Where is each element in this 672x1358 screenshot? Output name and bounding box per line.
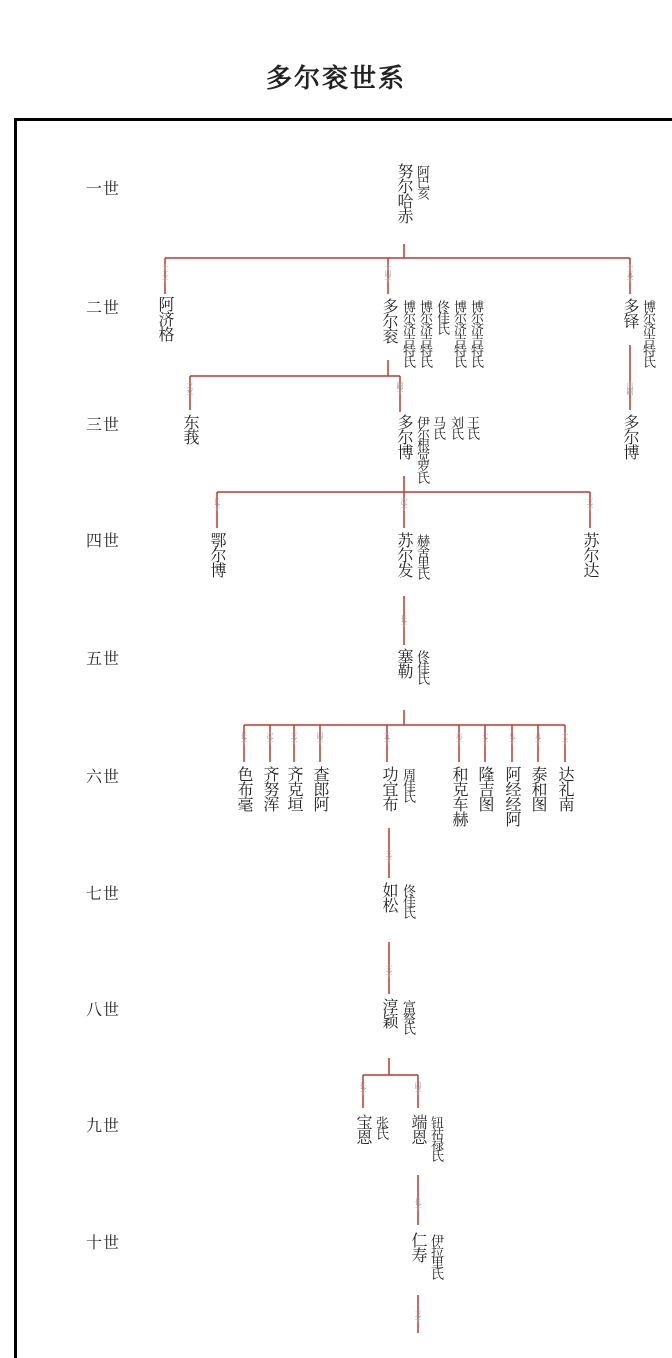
page-title: 多尔衮世系 — [265, 64, 406, 94]
birth-order-mark: 三子 — [385, 965, 393, 977]
spouse-name: 刘氏 — [448, 416, 463, 438]
birth-order-mark: 三子 — [290, 732, 298, 744]
spouse-name: 王氏 — [464, 416, 479, 438]
spouse-name: 博尔济吉特氏 — [640, 300, 655, 366]
spouse-name: 赫舍里氏 — [414, 534, 429, 578]
person-name: 塞勒 — [395, 648, 414, 678]
person-name: 阿济格 — [156, 296, 175, 341]
person-name: 仁寿 — [409, 1232, 428, 1262]
birth-order-mark: 之女 — [186, 382, 194, 394]
generation-label: 八世 — [86, 1000, 121, 1019]
person-name: 努尔哈赤 — [395, 163, 414, 223]
birth-order-mark: 九子 — [534, 732, 542, 744]
person-name: 多尔博 — [395, 414, 414, 459]
person-name: 多铎 — [621, 298, 640, 328]
generation-label: 四世 — [86, 531, 121, 550]
birth-order-mark: 次子 — [266, 732, 274, 744]
person-name: 端恩 — [409, 1114, 428, 1144]
birth-order-mark: 长子 — [240, 732, 248, 744]
spouse-name: 钮祜禄氏 — [428, 1116, 443, 1160]
spouse-name: 佟佳氏 — [414, 650, 429, 683]
person-name: 苏尔达 — [581, 532, 600, 577]
spouse-name: 博尔济吉特氏 — [400, 300, 415, 366]
spouse-name: 伊拉里氏 — [428, 1234, 443, 1278]
person-name: 宝恩 — [354, 1114, 373, 1144]
birth-order-mark: 出嗣 — [626, 382, 634, 394]
birth-order-mark: 十子 — [561, 732, 569, 744]
generation-label: 一世 — [86, 179, 121, 198]
generation-label: 六世 — [86, 767, 121, 786]
person-name: 功宜布 — [380, 766, 399, 811]
birth-order-mark: 十四子 — [384, 264, 392, 282]
generation-label: 三世 — [86, 415, 121, 434]
person-name: 查郎阿 — [311, 766, 330, 811]
birth-order-mark: 次子 — [400, 498, 408, 510]
spouse-name: 博尔济吉特氏 — [468, 300, 483, 366]
birth-order-mark: 八子 — [508, 732, 516, 744]
person-name: 鄂尔博 — [208, 532, 227, 577]
birth-order-mark: 五子 — [383, 732, 391, 744]
person-name: 达礼南 — [556, 766, 575, 811]
birth-order-mark: 三子 — [385, 850, 393, 862]
person-name: 齐努浑 — [261, 766, 280, 811]
birth-order-mark: 长子 — [213, 498, 221, 510]
birth-order-mark: 十二子 — [161, 264, 169, 282]
person-name: 东莪 — [181, 414, 200, 444]
person-name: 泰和图 — [529, 766, 548, 811]
person-name: 阿经经阿 — [503, 766, 522, 826]
spouse-name: 周佳氏 — [400, 768, 415, 801]
birth-order-mark: 四子 — [316, 732, 324, 744]
person-name: 和克车赫 — [450, 766, 469, 826]
birth-order-mark: 四子 — [414, 1082, 422, 1094]
person-name: 苏尔发 — [395, 532, 414, 577]
generation-label: 九世 — [86, 1116, 121, 1135]
birth-order-mark: 三子 — [586, 498, 594, 510]
spouse-name: 博尔济吉特氏 — [451, 300, 466, 366]
spouse-name: 富察氏 — [400, 1000, 415, 1033]
generation-label: 二世 — [86, 298, 121, 317]
birth-order-mark: 长子 — [400, 615, 408, 627]
spouse-name: 佟佳氏 — [400, 884, 415, 917]
spouse-name: 伊尔根觉罗氏 — [414, 416, 429, 482]
birth-order-mark: 三子 — [414, 1310, 422, 1322]
spouse-name: 马氏 — [430, 416, 445, 438]
birth-order-mark: 嗣子 — [396, 382, 404, 394]
generation-label: 五世 — [86, 649, 121, 668]
birth-order-mark: 长子 — [414, 1198, 422, 1210]
person-name: 齐克垣 — [285, 766, 304, 811]
generation-label: 七世 — [86, 884, 121, 903]
birth-order-mark: 长子 — [359, 1082, 367, 1094]
person-name: 色布毫 — [235, 766, 254, 811]
person-name: 淳颖 — [380, 998, 399, 1028]
spouse-name: 博尔济吉特氏 — [417, 300, 432, 366]
person-name: 如松 — [380, 882, 399, 912]
spouse-name: 阿巴亥 — [414, 165, 429, 198]
birth-order-mark: 六子 — [455, 732, 463, 744]
birth-order-mark: 七子 — [481, 732, 489, 744]
spouse-name: 佟佳氏 — [434, 300, 449, 333]
birth-order-mark: 十五子 — [626, 264, 634, 282]
person-name: 隆吉图 — [476, 766, 495, 811]
spouse-name: 张氏 — [373, 1116, 388, 1138]
person-name: 多尔博 — [621, 414, 640, 459]
generation-label: 十世 — [86, 1233, 121, 1252]
person-name: 多尔衮 — [380, 298, 399, 343]
